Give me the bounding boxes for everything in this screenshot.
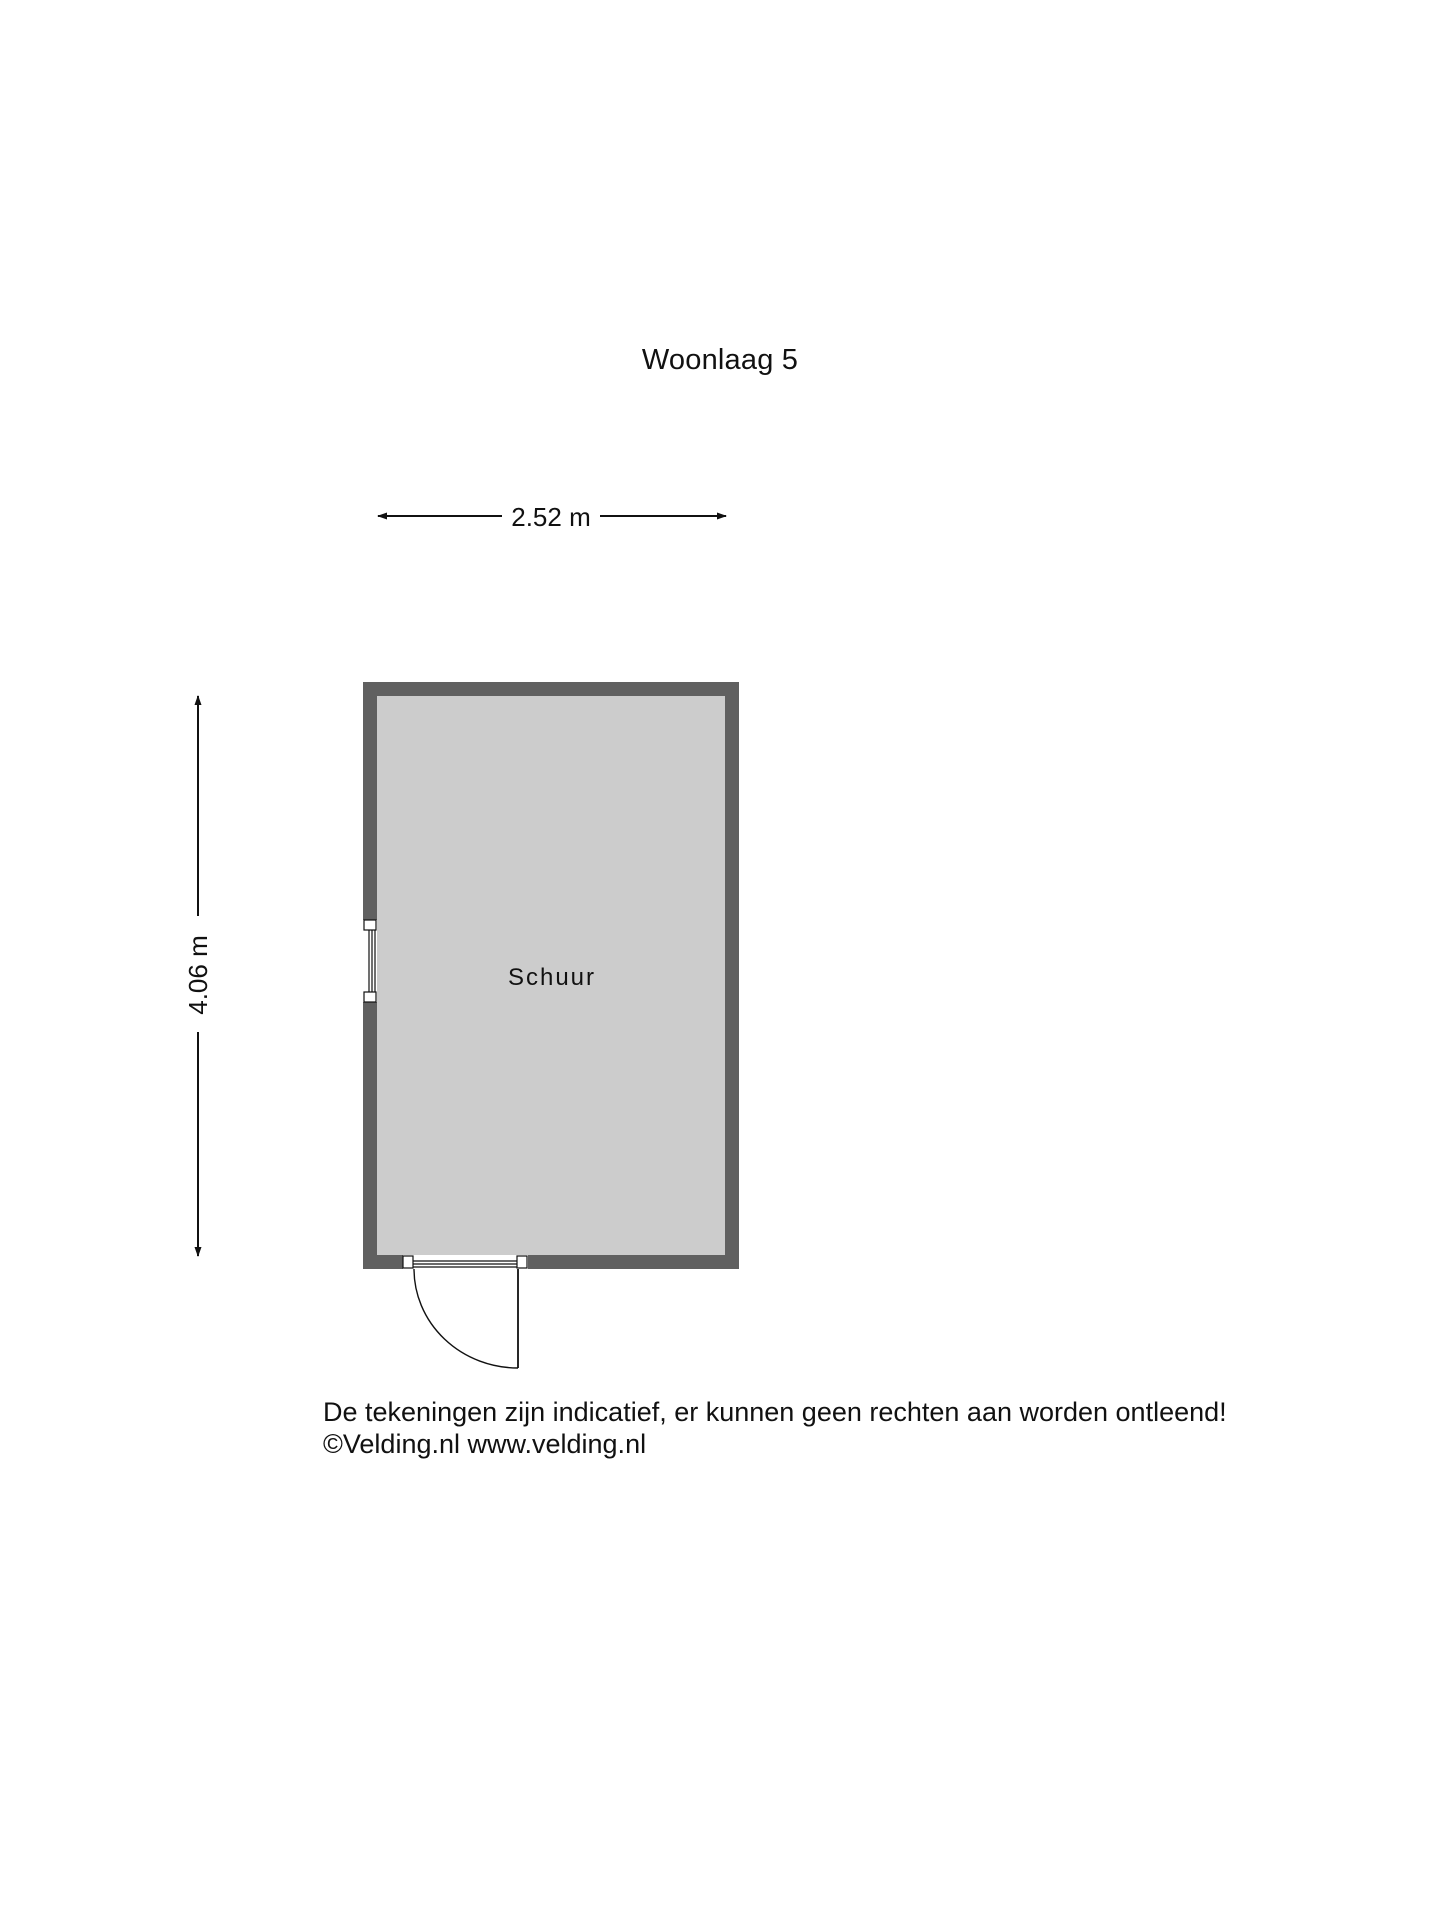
width-dimension xyxy=(378,502,726,532)
width-dimension-label: 2.52 m xyxy=(511,502,591,532)
footer-note xyxy=(323,1396,1227,1460)
height-dimension xyxy=(183,696,213,1256)
height-dimension-label: 4.06 m xyxy=(183,935,213,1015)
floor-title: Woonlaag 5 xyxy=(641,344,799,376)
copyright-text: ©Velding.nl www.velding.nl xyxy=(323,1429,647,1459)
door-swing-arc xyxy=(414,1269,518,1368)
window xyxy=(363,920,377,1002)
door xyxy=(403,1255,528,1368)
disclaimer-text: De tekeningen zijn indicatief, er kunnen geen rechten aan worden ontleend! xyxy=(323,1397,1227,1427)
room-label: Schuur xyxy=(507,964,597,991)
